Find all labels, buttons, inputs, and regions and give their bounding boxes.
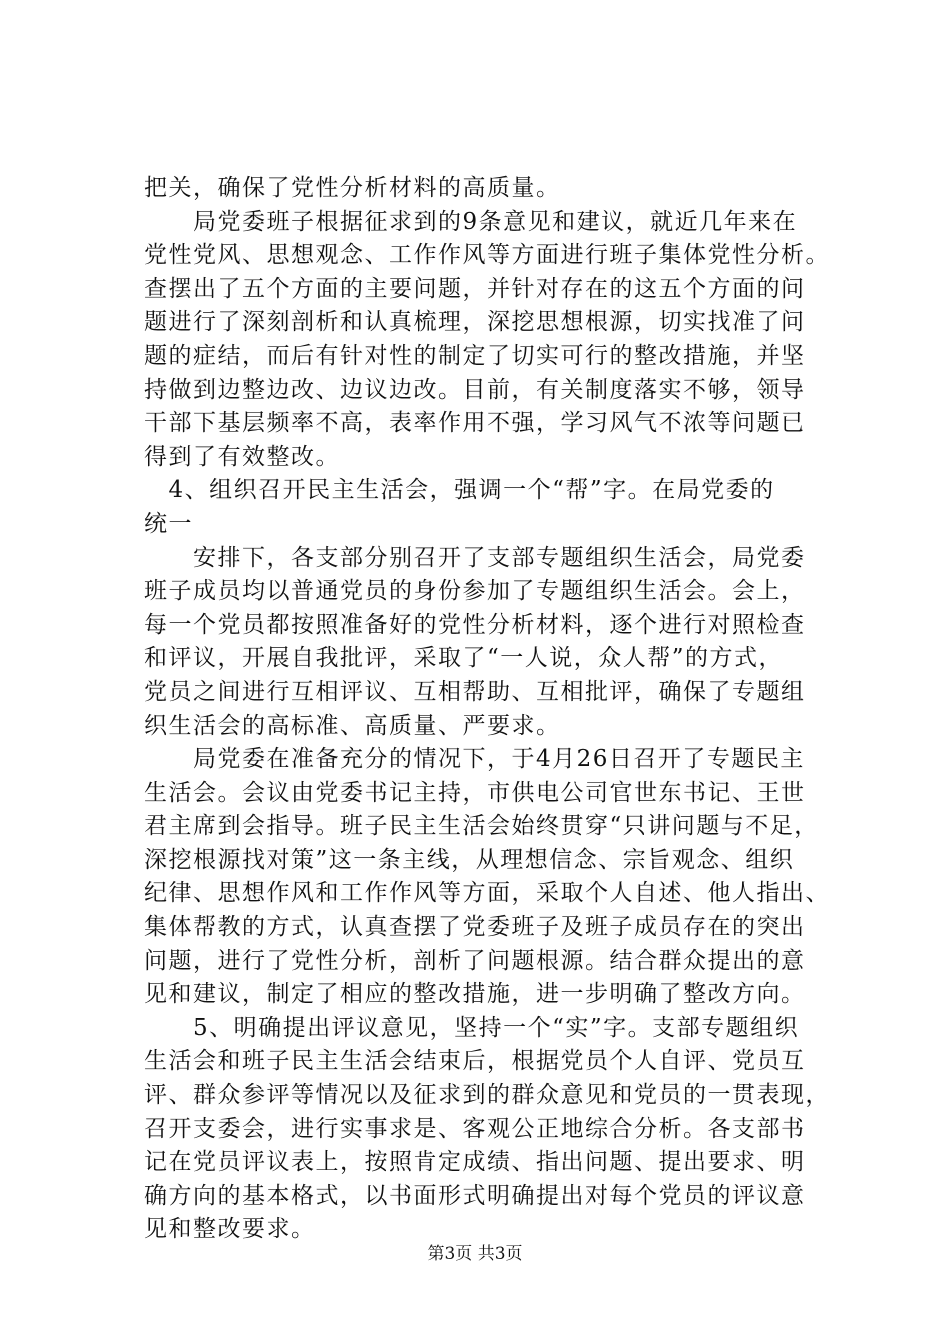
text-line: 和评议，开展自我批评，采取了“一人说，众人帮”的方式， [144,645,784,672]
text-line: 见和整改要求。 [144,1216,316,1243]
document-body [144,172,830,1247]
text-line: 查摆出了五个方面的主要问题，并针对存在的这五个方面的问 [144,275,806,302]
text-line: 生活会。会议由党委书记主持，市供电公司官世东书记、王世 [144,779,806,806]
text-line: 持做到边整边改、边议边改。目前，有关制度落实不够，领导 [144,376,806,403]
text-line: 4、组织召开民主生活会，强调一个“帮”字。在局党委的 [144,477,775,504]
text-line: 班子成员均以普通党员的身份参加了专题组织生活会。会上， [144,578,806,605]
text-line: 集体帮教的方式，认真查摆了党委班子及班子成员存在的突出 [144,914,806,941]
text-line: 生活会和班子民主生活会结束后，根据党员个人自评、党员互 [144,1048,806,1075]
text-line: 君主席到会指导。班子民主生活会始终贯穿“只讲问题与不足， [144,813,819,840]
text-line: 记在党员评议表上，按照肯定成绩、指出问题、提出要求、明 [144,1149,806,1176]
text-line: 每一个党员都按照准备好的党性分析材料，逐个进行对照检查 [144,611,806,638]
text-line: 5、明确提出评议意见，坚持一个“实”字。支部专题组织 [144,1014,800,1041]
text-line: 得到了有效整改。 [144,443,340,470]
text-line: 确方向的基本格式，以书面形式明确提出对每个党员的评议意 [144,1182,806,1209]
text-line: 问题，进行了党性分析，剖析了问题根源。结合群众提出的意 [144,947,806,974]
text-line: 题进行了深刻剖析和认真梳理，深挖思想根源，切实找准了问 [144,309,806,336]
text-line: 统一 [144,510,193,537]
text-line: 把关，确保了党性分析材料的高质量。 [144,175,561,201]
text-line: 见和建议，制定了相应的整改措施，进一步明确了整改方向。 [144,981,806,1008]
text-line: 党性党风、思想观念、工作作风等方面进行班子集体党性分析。 [144,242,830,269]
text-line: 深挖根源找对策”这一条主线，从理想信念、宗旨观念、组织 [144,846,795,873]
text-line: 织生活会的高标准、高质量、严要求。 [144,712,561,739]
text-line: 纪律、思想作风和工作作风等方面，采取个人自述、他人指出、 [144,880,830,907]
text-line: 局党委在准备充分的情况下，于4月26日召开了专题民主 [144,746,805,773]
text-line: 题的症结，而后有针对性的制定了切实可行的整改措施，并坚 [144,342,806,369]
text-line: 局党委班子根据征求到的9条意见和建议，就近几年来在 [144,208,798,235]
text-line: 召开支委会，进行实事求是、客观公正地综合分析。各支部书 [144,1115,806,1142]
text-line: 安排下，各支部分别召开了支部专题组织生活会，局党委 [144,544,806,571]
text-line: 干部下基层频率不高，表率作用不强，学习风气不浓等问题已 [144,410,806,437]
page-number-footer: 第3页 共3页 [427,1244,523,1264]
text-line: 党员之间进行互相评议、互相帮助、互相批评，确保了专题组 [144,678,806,705]
text-line: 评、群众参评等情况以及征求到的群众意见和党员的一贯表现， [144,1082,830,1109]
